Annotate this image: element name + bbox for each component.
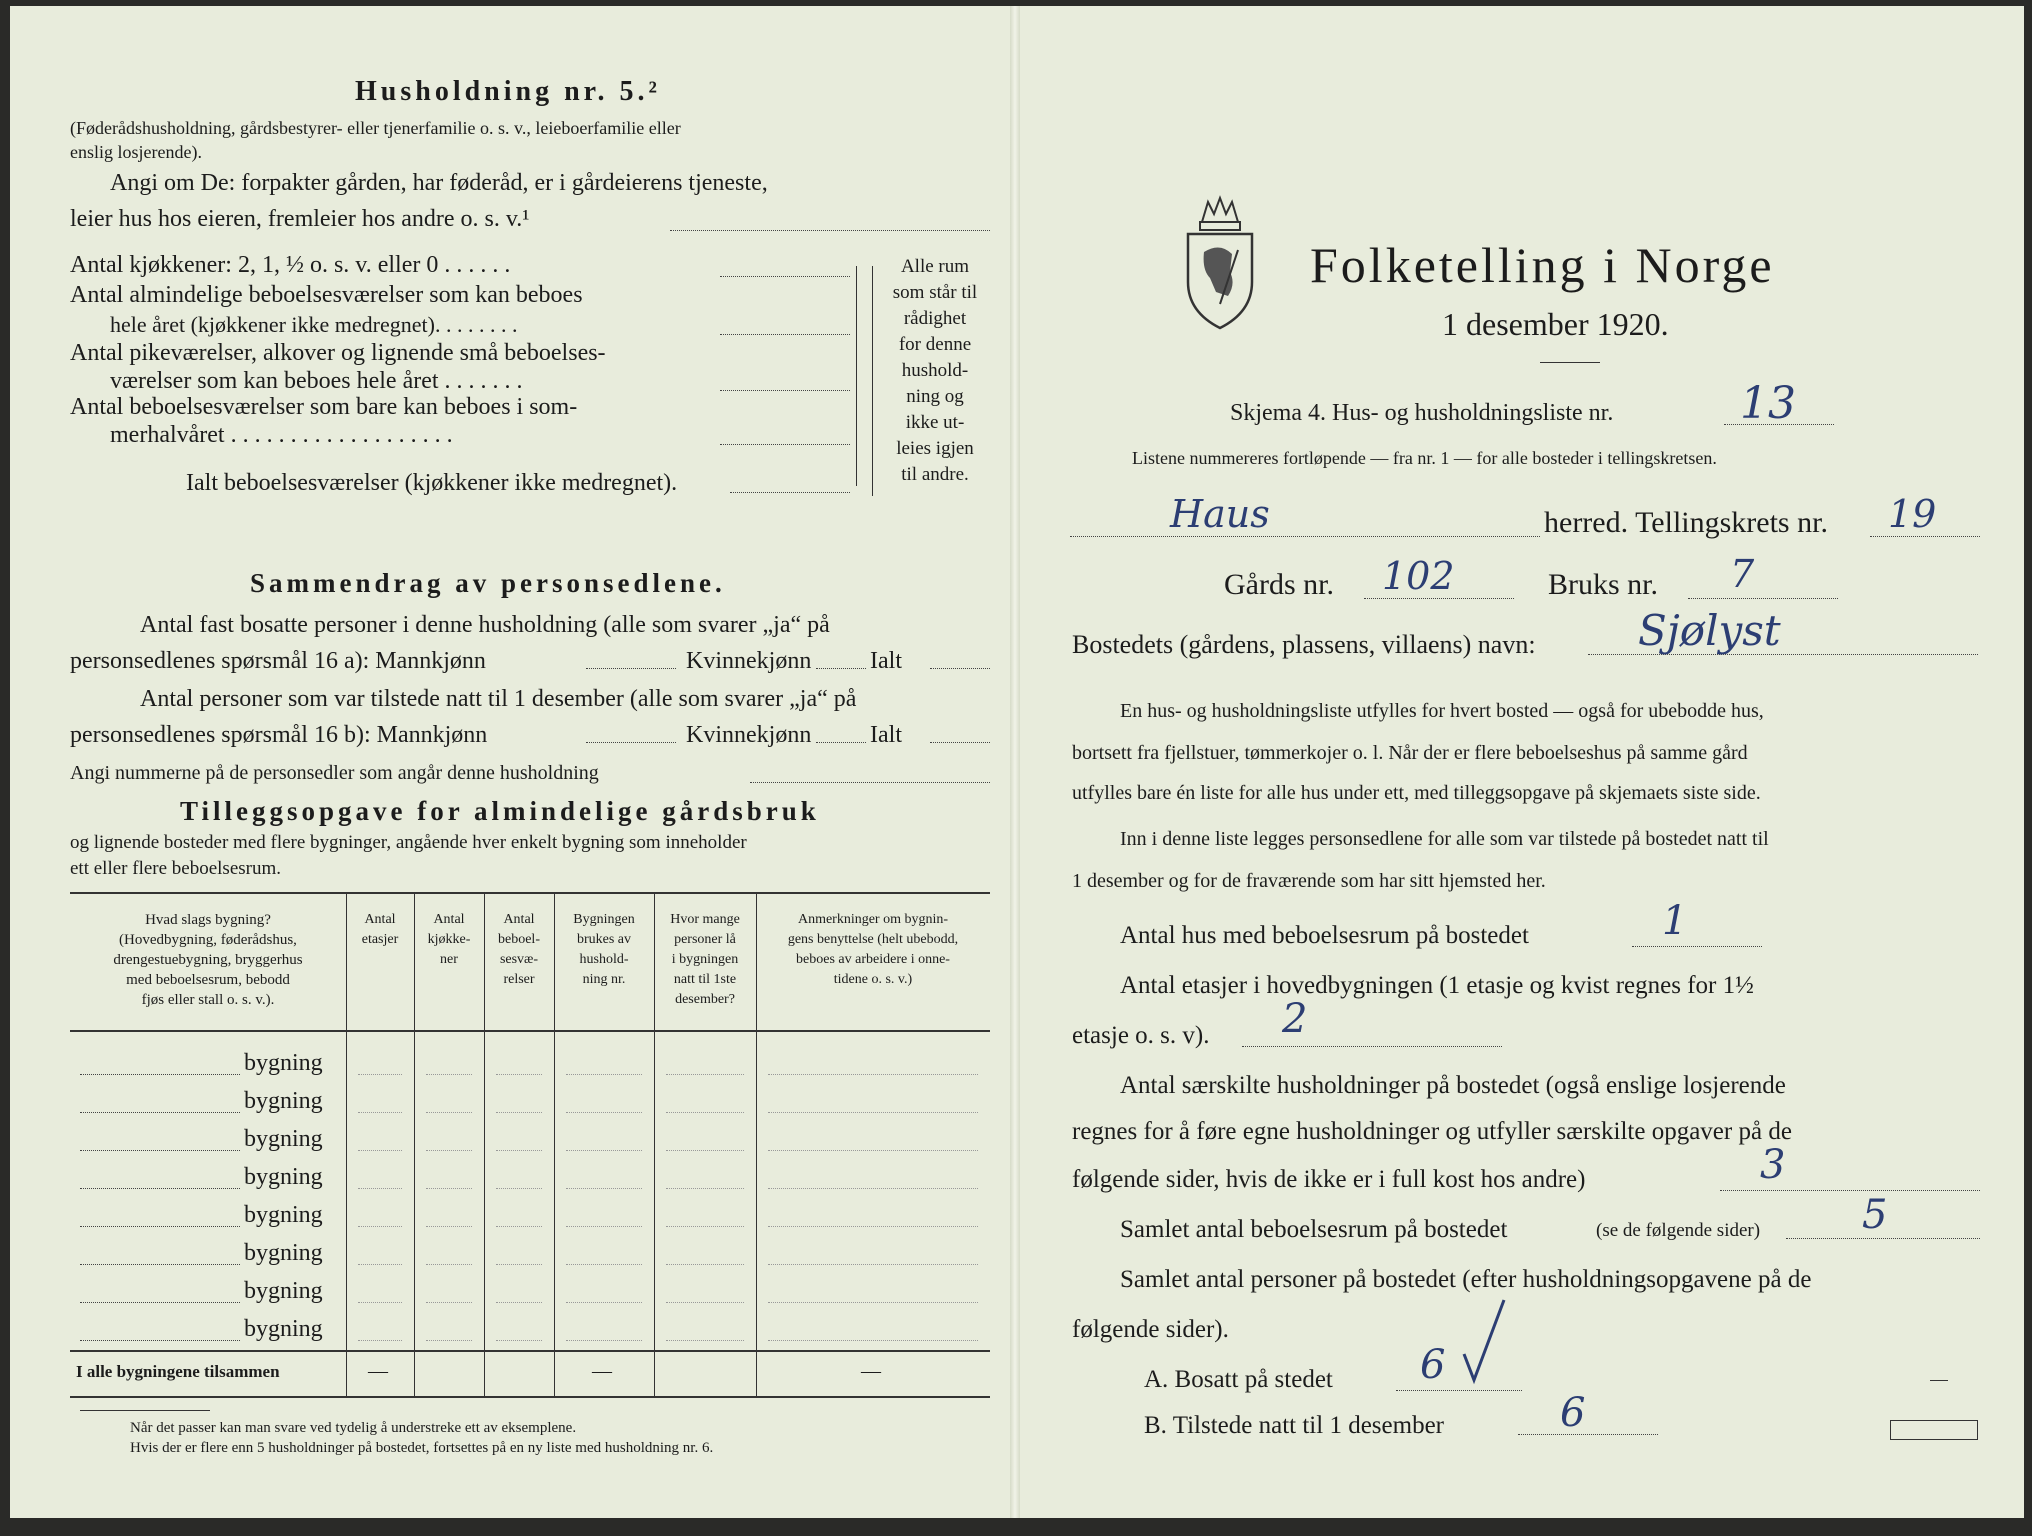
table-row-label: bygning [244,1316,323,1342]
table-cell-line [768,1302,978,1303]
summary-line-2: personsedlenes spørsmål 16 a): Mannkjønn [70,648,486,674]
side-note-line: for denne [898,334,972,355]
table-cell-line [358,1302,402,1303]
table-cell-line [566,1226,642,1227]
table-row-label: bygning [244,1164,323,1190]
q-pers-line-1: Samlet antal personer på bostedet (efter husholdningsopgavene på de [1120,1266,1812,1293]
table-cell-line [358,1226,402,1227]
krets-line [1870,536,1980,537]
row-answer-line [80,1074,240,1075]
table-cell-line [666,1226,744,1227]
table-row-label: bygning [244,1278,323,1304]
bruks-label: Bruks nr. [1548,568,1659,601]
table-header-0: Hvad slags bygning? (Hovedbygning, føderådshus, drengestuebygning, bryggerhus med beboelsesrum, bebodd fjøs eller stall o. s. v.). [113,912,303,1008]
men-line-b [586,742,676,743]
q-hush-value: 3 [1760,1142,1786,1188]
side-note-line: ning og [906,386,964,407]
herred-label: herred. Tellingskrets nr. [1544,506,1828,539]
angi-line-1: Angi om De: forpakter gården, har føderåd, er i gårdeierens tjeneste, [110,170,768,196]
q-rum-note: (se de følgende sider) [1596,1220,1761,1241]
household-title: Husholdning nr. 5.² [355,76,661,107]
table-cell-line [768,1112,978,1113]
q-bosatt-line [1396,1390,1522,1391]
row-answer-line [80,1112,240,1113]
table-cell-line [426,1264,472,1265]
table-cell-line [496,1226,542,1227]
supplement-text-1: og lignende bosteder med flere bygninger, angående hver enkelt bygning som inneholder [70,832,747,853]
dash-mark [1930,1380,1948,1381]
table-cell-line [496,1150,542,1151]
table-cell-line [768,1264,978,1265]
table-cell-line [426,1074,472,1075]
q-bosatt-value: 6 [1420,1342,1446,1388]
men-line-a [586,668,676,669]
table-cell-line [768,1226,978,1227]
table-cell-line [566,1302,642,1303]
q-tilstede-line [1518,1434,1658,1435]
q-hus-line [1632,946,1762,947]
table-cell-line [566,1340,642,1341]
total-line-b [930,742,990,743]
table-cell-line [426,1188,472,1189]
table-total-dash: — [368,1360,388,1382]
q-rum-value: 5 [1862,1192,1888,1238]
krets-value: 19 [1888,492,1937,536]
table-cell-line [358,1340,402,1341]
table-header-3: Antal beboel- sesvæ- relser [498,912,540,987]
herred-value: Haus [1170,492,1270,536]
table-cell-line [566,1074,642,1075]
side-note-line: ikke ut- [905,412,965,433]
answer-line-total [730,492,850,493]
footnote-2: Hvis der er flere enn 5 husholdninger på bostedet, fortsettes på en ny liste med husholdning nr. 6. [130,1440,714,1456]
table-header-2: Antal kjøkke- ner [427,912,471,967]
intro-line-2: enslig losjerende). [70,142,202,162]
table-cell-line [666,1074,744,1075]
table-cell-line [666,1188,744,1189]
q-rum-line [1786,1238,1980,1239]
table-header-5: Hvor mange personer lå i bygningen natt til 1ste desember? [670,912,740,1007]
q-hus-value: 1 [1662,898,1688,944]
gards-line [1364,598,1514,599]
side-note-line: Alle rum [900,256,970,277]
table-cell-line [666,1150,744,1151]
table-cell-line [768,1188,978,1189]
rooms-ordinary-1: Antal almindelige beboelsesværelser som kan beboes [70,282,583,308]
rooms-summer-1: Antal beboelsesværelser som bare kan beboes i som- [70,394,578,420]
table-bottom-rule [70,1396,990,1398]
title-rule [1540,362,1600,363]
q-tilstede-label: B. Tilstede natt til 1 desember [1144,1412,1444,1439]
q-hush-line-2: regnes for å føre egne husholdninger og utfyller særskilte opgaver på de [1072,1118,1792,1145]
page-fold [1010,6,1020,1518]
q-tilstede-value: 6 [1560,1390,1586,1436]
rooms-ordinary-2: hele året (kjøkkener ikke medregnet). . . . . . . . [110,312,518,337]
table-cell-line [358,1264,402,1265]
para1-line-2: bortsett fra fjellstuer, tømmerkojer o. l. Når der er flere beboelseshus på samme gård [1072,742,1748,764]
para2-line-2: 1 desember og for de fraværende som har sitt hjemsted her. [1072,870,1546,892]
table-cell-line [426,1112,472,1113]
para2-line-1: Inn i denne liste legges personsedlene for alle som var tilstede på bostedet natt til [1120,828,1769,850]
table-cell-line [566,1150,642,1151]
q-hush-line-3: følgende sider, hvis de ikke er i full kost hos andre) [1072,1166,1586,1193]
answer-line-ordinary [720,334,850,335]
table-row-label: bygning [244,1202,323,1228]
coat-of-arms-icon [1180,192,1260,332]
table-cell-line [496,1340,542,1341]
table-row-label: bygning [244,1126,323,1152]
table-cell-line [666,1264,744,1265]
table-top-rule [70,892,990,894]
rooms-maids-2: værelser som kan beboes hele året . . . . . . . [110,368,523,394]
side-note-line: som står til [892,282,978,303]
table-total-dash: — [861,1360,881,1382]
census-title: Folketelling i Norge [1310,237,1775,293]
census-date: 1 desember 1920. [1442,306,1669,342]
answer-line-maids [720,390,850,391]
rooms-kitchens: Antal kjøkkener: 2, 1, ½ o. s. v. eller 0 . . . . . . [70,252,511,278]
women-label-b: Kvinnekjønn [686,722,812,748]
rooms-bracket-line [856,266,857,486]
side-note-line: leies igjen [896,438,974,459]
total-label-b: Ialt [870,722,902,748]
side-note-line: rådighet [903,308,967,329]
summary-title: Sammendrag av personsedlene. [250,568,726,598]
summary-line-3: Antal personer som var tilstede natt til 1 desember (alle som svarer „ja“ på [140,686,857,712]
women-line-b [816,742,866,743]
angi-answer-line [670,230,990,231]
answer-line-summer [720,444,850,445]
right-page [1020,6,2024,1518]
supplement-title: Tilleggsopgave for almindelige gårdsbruk [180,796,820,826]
q-etasjer-line-1: Antal etasjer i hovedbygningen (1 etasje og kvist regnes for 1½ [1120,972,1754,999]
numbers-line [750,782,990,783]
answer-line-kitchens [720,276,850,277]
table-total-dash: — [592,1360,612,1382]
para1-line-3: utfylles bare én liste for alle hus under ett, med tilleggsopgave på skjemaets siste side. [1072,782,1761,804]
table-cell-line [496,1302,542,1303]
supplement-text-2: ett eller flere beboelsesrum. [70,858,282,879]
bosted-value: Sjølyst [1638,606,1781,655]
table-cell-line [426,1302,472,1303]
table-cell-line [666,1112,744,1113]
table-cell-line [358,1188,402,1189]
table-cell-line [496,1074,542,1075]
gards-label: Gårds nr. [1224,568,1334,601]
footnote-1: Når det passer kan man svare ved tydelig å understreke ett av eksemplene. [130,1420,577,1436]
bosted-label: Bostedets (gårdens, plassens, villaens) navn: [1072,630,1536,659]
side-note-line: til andre. [901,464,969,485]
row-answer-line [80,1150,240,1151]
footnote-rule [80,1410,210,1411]
table-cell-line [768,1340,978,1341]
bruks-line [1688,598,1838,599]
q-pers-line-2: følgende sider). [1072,1316,1229,1343]
table-cell-line [566,1188,642,1189]
summary-line-1: Antal fast bosatte personer i denne husholdning (alle som svarer „ja“ på [140,612,830,638]
q-etasjer-value: 2 [1282,996,1308,1042]
women-line-a [816,668,866,669]
table-cell-line [496,1112,542,1113]
table-total-label: I alle bygningene tilsammen [76,1362,280,1381]
table-cell-line [566,1112,642,1113]
para1-line-1: En hus- og husholdningsliste utfylles for hvert bosted — også for ubebodde hus, [1120,700,1764,722]
row-answer-line [80,1226,240,1227]
table-cell-line [496,1264,542,1265]
herred-line [1070,536,1540,537]
angi-line-2: leier hus hos eieren, fremleier hos andre o. s. v.¹ [70,206,530,232]
table-row-label: bygning [244,1050,323,1076]
table-row-label: bygning [244,1088,323,1114]
row-answer-line [80,1264,240,1265]
total-line-a [930,668,990,669]
table-cell-line [496,1188,542,1189]
rooms-total: Ialt beboelsesværelser (kjøkkener ikke medregnet). [186,470,678,496]
table-cell-line [426,1340,472,1341]
rooms-maids-1: Antal pikeværelser, alkover og lignende små beboelses- [70,340,606,366]
table-header-6: Anmerkninger om bygnin- gens benyttelse (helt ubebodd, beboes av arbeidere i onne- tidene o. s. v.) [787,912,959,987]
census-form-spread [10,6,2024,1518]
table-header-4: Bygningen brukes av hushold- ning nr. [573,912,635,987]
table-header-1: Antal etasjer [361,912,399,947]
summary-line-4: personsedlenes spørsmål 16 b): Mannkjønn [70,722,488,748]
intro-line-1: (Føderådshusholdning, gårdsbestyrer- eller tjenerfamilie o. s. v., leieboerfamilie eller [70,118,681,138]
q-hush-line-1: Antal særskilte husholdninger på bostedet (også enslige losjerende [1120,1072,1786,1099]
side-note-line: hushold- [901,360,969,381]
women-label-a: Kvinnekjønn [686,648,812,674]
summary-line-5: Angi nummerne på de personsedler som angår denne husholdning [70,762,599,784]
table-cell-line [358,1112,402,1113]
row-answer-line [80,1302,240,1303]
table-cell-line [768,1150,978,1151]
table-column-rule [346,892,347,1396]
listene-note: Listene nummereres fortløpende — fra nr. 1 — for alle bosteder i tellingskretsen. [1132,448,1717,468]
q-hus-label: Antal hus med beboelsesrum på bostedet [1120,922,1529,949]
skjema-label: Skjema 4. Hus- og husholdningsliste nr. [1230,400,1614,426]
skjema-value: 13 [1740,378,1796,429]
table-header-rule [70,1030,990,1032]
gards-value: 102 [1382,554,1455,598]
checkmark-icon [1460,1296,1510,1386]
bruks-value: 7 [1730,552,1755,596]
table-cell-line [358,1150,402,1151]
table-total-rule [70,1350,990,1352]
q-hush-line [1720,1190,1980,1191]
q-rum-label: Samlet antal beboelsesrum på bostedet [1120,1216,1508,1243]
q-bosatt-label: A. Bosatt på stedet [1144,1366,1333,1393]
table-row-label: bygning [244,1240,323,1266]
rooms-bracket-line-2 [872,266,873,496]
printer-stamp [1890,1420,1978,1440]
q-etasjer-line [1242,1046,1502,1047]
table-cell-line [426,1226,472,1227]
q-etasjer-line-2: etasje o. s. v). [1072,1022,1210,1049]
row-answer-line [80,1188,240,1189]
row-answer-line [80,1340,240,1341]
table-cell-line [426,1150,472,1151]
rooms-summer-2: merhalvåret . . . . . . . . . . . . . . . . . . . [110,422,453,448]
table-cell-line [666,1302,744,1303]
table-cell-line [666,1340,744,1341]
total-label-a: Ialt [870,648,902,674]
table-cell-line [358,1074,402,1075]
left-page [10,6,1010,1518]
table-cell-line [768,1074,978,1075]
table-cell-line [566,1264,642,1265]
